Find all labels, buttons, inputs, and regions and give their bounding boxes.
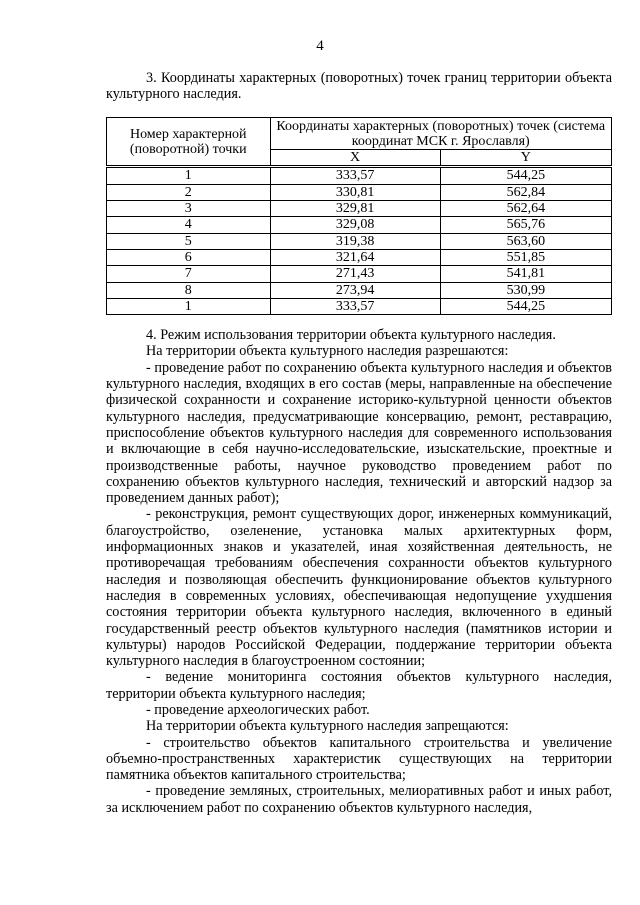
y-value: 544,25 bbox=[440, 298, 611, 314]
table-row bbox=[107, 184, 612, 200]
point-number: 8 bbox=[107, 282, 271, 298]
x-value: 329,08 bbox=[270, 217, 440, 233]
y-value: 562,84 bbox=[440, 184, 611, 200]
x-value: 321,64 bbox=[270, 249, 440, 265]
y-value: 544,25 bbox=[440, 167, 611, 184]
y-value: 530,99 bbox=[440, 282, 611, 298]
point-number: 5 bbox=[107, 233, 271, 249]
x-value: 333,57 bbox=[270, 298, 440, 314]
forbidden-item: - проведение земляных, строительных, мелиоративных работ и иных работ, за исключением работ по сохранению объектов культурного наследия, bbox=[106, 783, 612, 816]
table-row bbox=[107, 201, 612, 217]
header-point-number: Номер характерной (поворотной) точки bbox=[107, 117, 271, 167]
y-value: 562,64 bbox=[440, 201, 611, 217]
allowed-item: - проведение работ по сохранению объекта культурного наследия и объектов культурного наследия, входящих в его состав (меры, направленные на обеспечение физической сохранности и сохранение историко-культурной ценности объектов культурного наследия, предусматривающие консервацию, ремонт, реставрацию, приспособление объектов культурного наследия для современного использования и включающие в себя научно-исследовательские, изыскательские, проектные и производственные работы, научное руководство проведением работ по сохранению объектов культурного наследия, технический и авторский надзор за проведением данных работ); bbox=[106, 359, 612, 507]
header-x: X bbox=[270, 150, 440, 167]
point-number: 2 bbox=[107, 184, 271, 200]
y-value: 565,76 bbox=[440, 217, 611, 233]
point-number: 1 bbox=[107, 298, 271, 314]
point-number: 6 bbox=[107, 249, 271, 265]
document-body bbox=[106, 70, 612, 816]
forbidden-intro: На территории объекта культурного наследия запрещаются: bbox=[146, 718, 509, 735]
table-row bbox=[107, 282, 612, 298]
table-row bbox=[107, 217, 612, 233]
forbidden-item: - строительство объектов капитального строительства и увеличение объемно-пространственных характеристик существующих на территории памятника объектов капитального строительства; bbox=[106, 734, 612, 784]
y-value: 563,60 bbox=[440, 233, 611, 249]
point-number: 4 bbox=[107, 217, 271, 233]
x-value: 333,57 bbox=[270, 167, 440, 184]
section-4-heading: 4. Режим использования территории объекта культурного наследия. bbox=[146, 327, 556, 344]
x-value: 319,38 bbox=[270, 233, 440, 249]
x-value: 330,81 bbox=[270, 184, 440, 200]
table-row bbox=[107, 298, 612, 314]
header-coordinates: Координаты характерных (поворотных) точек (система координат МСК г. Ярославля) bbox=[270, 117, 612, 150]
allowed-intro: На территории объекта культурного наследия разрешаются: bbox=[146, 343, 509, 360]
point-number: 3 bbox=[107, 201, 271, 217]
coordinates-table bbox=[106, 117, 612, 316]
table-row bbox=[107, 233, 612, 249]
point-number: 7 bbox=[107, 266, 271, 282]
y-value: 541,81 bbox=[440, 266, 611, 282]
header-y: Y bbox=[440, 150, 611, 167]
x-value: 271,43 bbox=[270, 266, 440, 282]
allowed-item: - реконструкция, ремонт существующих дорог, инженерных коммуникаций, благоустройство, озеленение, установка малых архитектурных форм, информационных знаков и указателей, иная хозяйственная деятельность, не противоречащая требованиям обеспечения сохранности объектов культурного наследия и позволяющая обеспечить функционирование объектов культурного наследия в современных условиях, обеспечивающая недопущение ухудшения состояния территории объекта культурного наследия, включенного в единый государственный реестр объектов культурного наследия (памятников истории и культуры) народов Российской Федерации, поддержание территории объекта культурного наследия в благоустроенном состоянии; bbox=[106, 506, 612, 670]
allowed-item: - проведение археологических работ. bbox=[146, 701, 370, 718]
table-row bbox=[107, 249, 612, 265]
point-number: 1 bbox=[107, 167, 271, 184]
allowed-item: - ведение мониторинга состояния объектов культурного наследия, территории объекта культурного наследия; bbox=[106, 669, 612, 702]
y-value: 551,85 bbox=[440, 249, 611, 265]
section-3-heading: 3. Координаты характерных (поворотных) точек границ территории объекта культурного наследия. bbox=[106, 70, 612, 103]
page-number: 4 bbox=[316, 38, 324, 54]
table-row bbox=[107, 167, 612, 184]
table-row bbox=[107, 266, 612, 282]
x-value: 273,94 bbox=[270, 282, 440, 298]
x-value: 329,81 bbox=[270, 201, 440, 217]
